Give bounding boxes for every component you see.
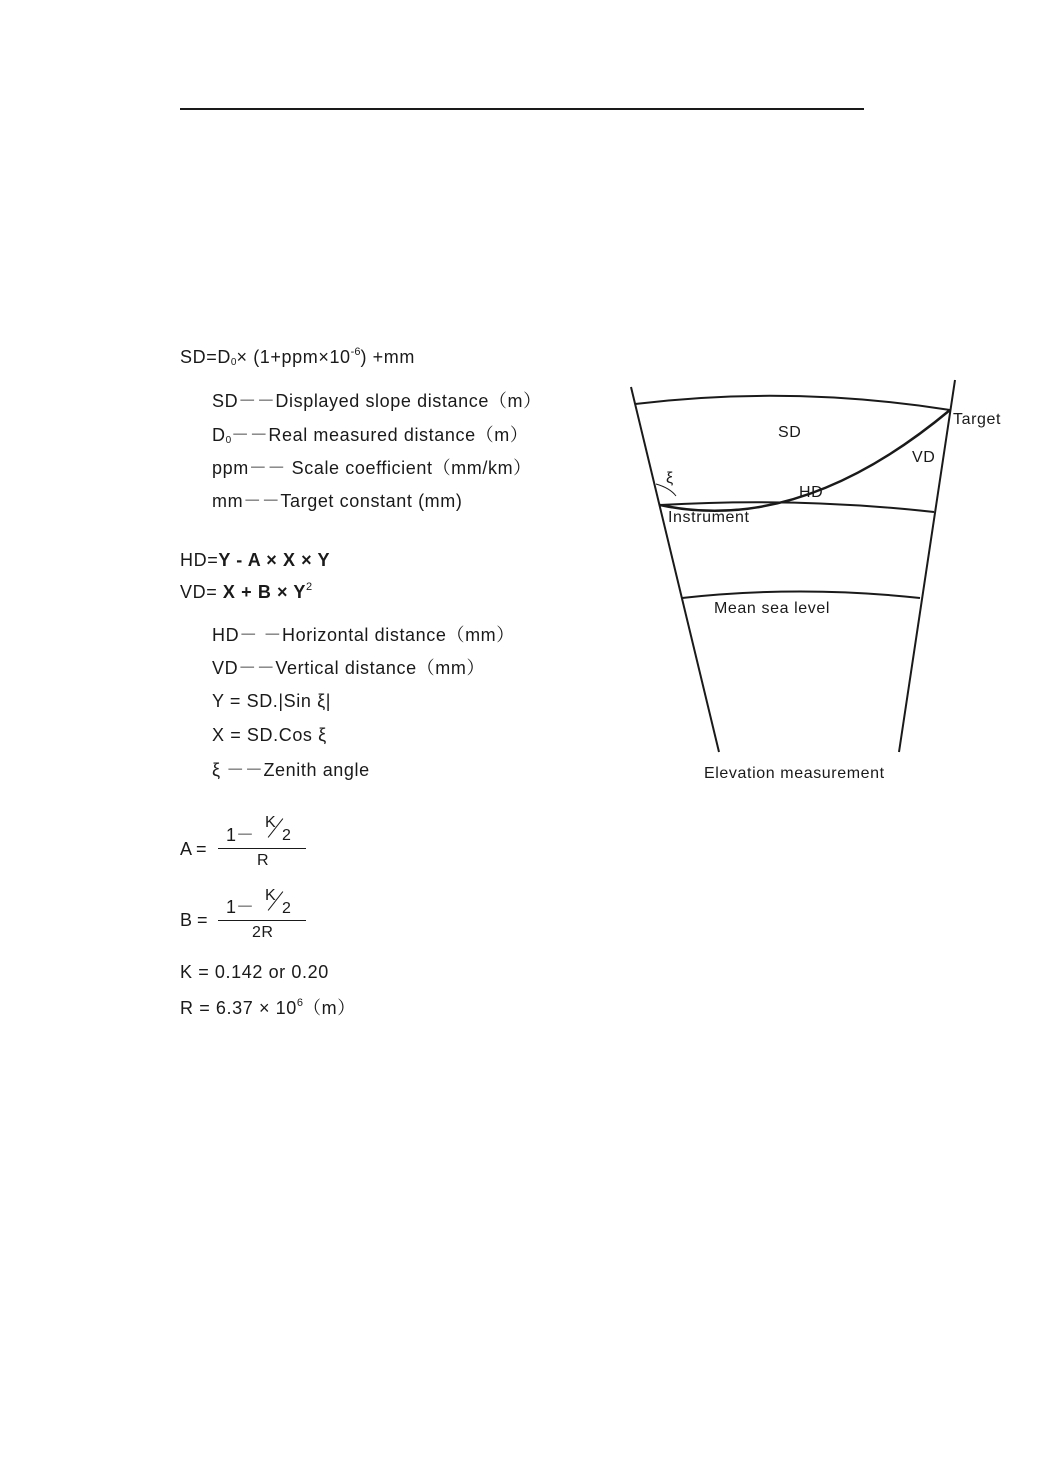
def-symbol: SD	[212, 391, 239, 411]
sd-label: SD	[778, 424, 802, 441]
fraction-a-denominator: R	[257, 852, 270, 869]
hd-label: HD	[799, 484, 824, 501]
r-constant-left: R = 6.37 × 10	[180, 998, 297, 1018]
r-constant-exponent: 6	[296, 997, 304, 1009]
instrument-label: Instrument	[668, 509, 750, 526]
hd-formula-prefix: HD=	[180, 550, 219, 570]
fraction-a-label: A =	[180, 839, 207, 859]
def-y: Y = SD.|Sin ξ|	[212, 691, 332, 711]
def-text: －－Target constant (mm)	[243, 491, 463, 511]
fraction-b-numerator-left: 1－	[226, 897, 255, 917]
def-symbol: D	[212, 425, 226, 445]
r-constant-right: （m）	[303, 998, 356, 1018]
vd-formula-expression: X + B × Y	[222, 582, 307, 602]
sd-formula-middle: × (1+ppm×10	[236, 347, 351, 367]
def-zenith: ξ －－Zenith angle	[212, 760, 370, 780]
hd-formula-expression: Y - A × X × Y	[218, 550, 331, 570]
def-text: －－Real measured distance（m）	[231, 425, 529, 445]
fraction-b-k: K	[265, 887, 276, 904]
sd-formula-right: ) +mm	[360, 347, 415, 367]
left-vertical-line	[631, 387, 719, 752]
def-symbol: ppm	[212, 458, 249, 478]
fraction-b-denominator: 2R	[252, 924, 274, 941]
sd-formula-left: SD=D	[180, 347, 231, 367]
fraction-a-numerator-left: 1－	[226, 825, 255, 845]
right-vertical-line	[899, 380, 955, 752]
vd-formula-exponent: 2	[306, 581, 313, 593]
fraction-a-k: K	[265, 814, 276, 831]
fraction-a-two: 2	[282, 827, 291, 844]
diagram-caption: Elevation measurement	[704, 765, 885, 782]
def-vd: VD－－Vertical distance（mm）	[212, 658, 486, 678]
fraction-b-label: B =	[180, 910, 208, 930]
k-constant: K = 0.142 or 0.20	[180, 962, 329, 982]
def-hd: HD－ －Horizontal distance（mm）	[212, 625, 515, 645]
def-text: －－ Scale coefficient（mm/km）	[248, 458, 532, 478]
def-subscript: 0	[225, 435, 232, 446]
target-label: Target	[953, 411, 1002, 428]
def-text: －－Displayed slope distance（m）	[238, 391, 542, 411]
xi-label: ξ	[666, 470, 674, 487]
vd-formula-prefix: VD=	[180, 582, 223, 602]
sd-formula-exponent: -6	[350, 346, 361, 358]
fraction-b-two: 2	[282, 900, 291, 917]
sd-formula-subscript: 0	[230, 357, 237, 368]
def-symbol: mm	[212, 491, 244, 511]
target-level-arc	[635, 396, 950, 410]
mean-sea-level-label: Mean sea level	[714, 600, 831, 617]
mean-sea-level-arc	[682, 592, 920, 599]
def-x: X = SD.Cos ξ	[212, 725, 327, 745]
vd-label: VD	[912, 449, 936, 466]
